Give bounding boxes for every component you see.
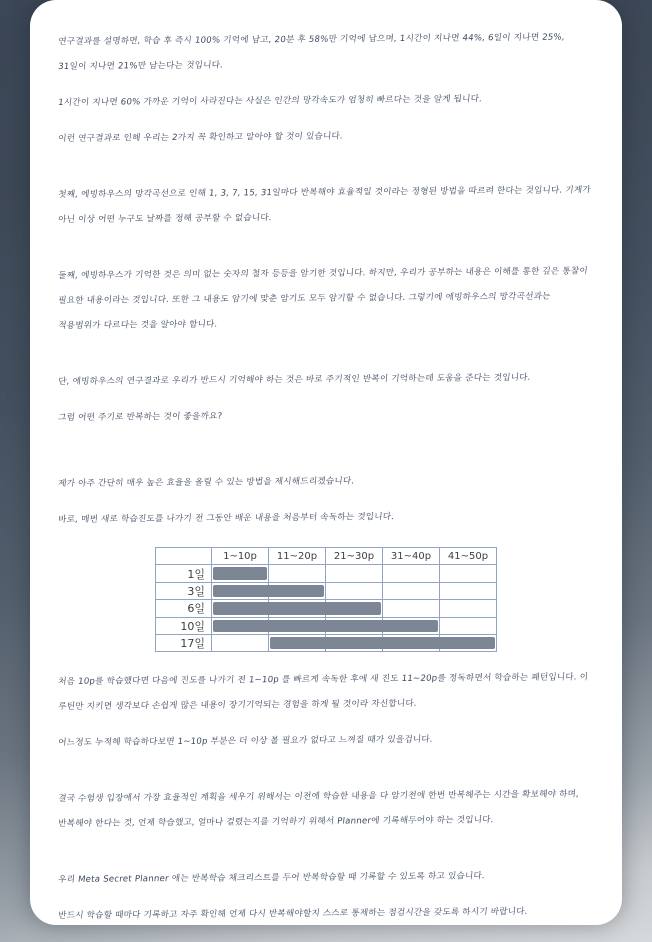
schedule-cell [383,600,440,617]
schedule-cell [326,582,383,599]
schedule-cell [212,634,269,651]
schedule-cell [269,582,326,599]
paragraph [58,787,594,837]
table-row [156,565,497,582]
paragraph [58,127,594,152]
paragraph [58,264,594,339]
fill-bar [325,620,383,632]
paragraph-line: 우리 Meta Secret Planner 에는 반복학습 체크리스트를 두어 반복학습할 때 기록할 수 있도록 하고 있습니다. [57,871,486,886]
row-label: 1일 [156,565,212,582]
table-corner-cell [156,548,212,565]
paragraph-line: 둘째, 에빙하우스가 기억한 것은 의미 없는 숫자의 철자 등등을 암기한 것입니다. 하지만, 우리가 공부하는 내용은 이해를 통한 깊은 통찰이 [57,266,589,281]
paragraph [58,670,594,720]
table-row [156,600,497,617]
paragraph-line: 31일이 지나면 21%만 남는다는 것입니다. [57,60,224,72]
paragraph-block-bottom [58,670,594,925]
paragraph-line: 이런 연구결과로 인해 우리는 2가지 꼭 확인하고 알아야 할 것이 있습니다. [57,131,344,144]
row-label: 3일 [156,582,212,599]
column-header: 11~20p [269,548,326,565]
paragraph-line: 바로, 매번 새로 학습진도를 나가기 전 그동안 배운 내용을 처음부터 속독하는 것입니다. [57,512,395,525]
fill-bar [213,620,269,632]
fill-bar [213,567,267,579]
schedule-cell [269,617,326,634]
fill-bar [268,620,326,632]
table-row [156,582,497,599]
fill-bar [325,637,383,649]
paragraph [58,508,594,533]
paragraph [58,91,594,116]
column-header: 1~10p [212,548,269,565]
paragraph [58,406,594,431]
paragraph [58,868,594,893]
column-header: 41~50p [440,548,497,565]
paragraph [58,30,594,80]
schedule-cell [440,565,497,582]
paragraph-line: 처음 10p를 학습했다면 다음에 진도를 나가기 전 1~10p 를 빠르게 속독한 후에 새 진도 11~20p를 정독하면서 학습하는 패턴입니다. 이 [57,672,589,688]
paragraph-line: 제가 아주 간단히 매우 높은 효율을 올릴 수 있는 방법을 제시해드리겠습니다. [57,476,355,489]
paragraph-line: 1시간이 지나면 60% 가까운 기억이 사라진다는 사실은 인간의 망각속도가 엄청히 빠르다는 것을 알게 됩니다. [57,94,483,108]
table-header-row [156,548,497,565]
schedule-cell [383,582,440,599]
schedule-cell [269,634,326,651]
paragraph-line: 단, 에빙하우스의 연구결과로 우리가 반드시 기억해야 하는 것은 바로 주기적인 반복이 기억하는데 도움을 준다는 것입니다. [57,372,532,387]
paragraph [58,731,594,756]
paragraph-line: 첫째, 에빙하우스의 망각곡선으로 인해 1, 3, 7, 15, 31일마다 반복해야 효율적일 것이라는 정형된 방법을 따르려 한다는 것입니다. 기계가 [57,185,592,200]
schedule-cell [269,565,326,582]
fill-bar [382,637,440,649]
paragraph [58,183,594,233]
document-body [30,0,622,925]
fill-bar [268,602,326,614]
row-label: 17일 [156,634,212,651]
paragraph-line: 어느정도 누적해 학습하다보면 1~10p 부분은 더 이상 볼 필요가 없다고 느껴질 때가 있을겁니다. [57,735,434,749]
fill-bar [268,585,324,597]
table-row [156,634,497,651]
fill-bar [270,637,326,649]
paragraph-line: 아닌 이상 어떤 누구도 날짜를 정해 공부할 수 없습니다. [57,213,273,225]
fill-bar [382,620,438,632]
schedule-cell [326,617,383,634]
fill-bar [325,602,381,614]
paragraph-line: 그럼 어떤 주기로 반복하는 것이 좋을까요? [57,411,223,423]
paragraph-block-top [58,30,594,533]
paragraph [58,370,594,395]
paragraph-line: 반드시 학습할 때마다 기록하고 자주 확인해 언제 다시 반복해야할지 스스로 통제하는 점검시간을 갖도록 하시기 바랍니다. [57,907,529,922]
schedule-cell [440,600,497,617]
table-body [156,565,497,652]
paragraph [58,472,594,497]
schedule-cell [383,565,440,582]
schedule-cell [212,582,269,599]
schedule-cell [326,634,383,651]
schedule-cell [383,634,440,651]
schedule-cell [440,582,497,599]
schedule-cell [269,600,326,617]
schedule-cell [212,565,269,582]
column-header: 21~30p [326,548,383,565]
repetition-schedule-table [155,547,497,652]
paragraph [58,904,594,925]
fill-bar [213,585,269,597]
paper-sheet [30,0,622,925]
paragraph-line: 루틴만 지키면 생각보다 손쉽게 많은 내용이 장기기억되는 경험을 하게 될 것이라 자신합니다. [57,699,418,713]
row-label: 6일 [156,600,212,617]
schedule-cell [383,617,440,634]
schedule-cell [440,617,497,634]
paragraph-line: 결국 수험생 입장에서 가장 효율적인 계획을 세우기 위해서는 이전에 학습한 내용을 다 암기전에 한번 반복해주는 시간을 확보해야 하며, [57,789,580,805]
schedule-cell [212,617,269,634]
schedule-cell [326,600,383,617]
paragraph-line: 반복해야 한다는 것, 언제 학습했고, 얼마나 걸렸는지를 기억하기 위해서 Planner에 기록해두어야 하는 것입니다. [57,815,495,830]
fill-bar [439,637,495,649]
schedule-cell [212,600,269,617]
paragraph-line: 적용범위가 다르다는 것을 알아야 합니다. [57,319,218,331]
fill-bar [213,602,269,614]
schedule-cell [440,634,497,651]
schedule-cell [326,565,383,582]
paragraph-line: 연구결과를 설명하면, 학습 후 즉시 100% 기억에 남고, 20분 후 58%만 기억에 남으며, 1시간이 지나면 44%, 6일이 지나면 25%, [57,32,566,47]
table-row [156,617,497,634]
row-label: 10일 [156,617,212,634]
repetition-schedule-table-wrapper [58,547,594,652]
paragraph-line: 필요한 내용이라는 것입니다. 또한 그 내용도 암기에 맞춘 암기도 모두 암기할 수 없습니다. 그렇기에 에빙하우스의 망각곡선과는 [57,291,552,306]
column-header: 31~40p [383,548,440,565]
